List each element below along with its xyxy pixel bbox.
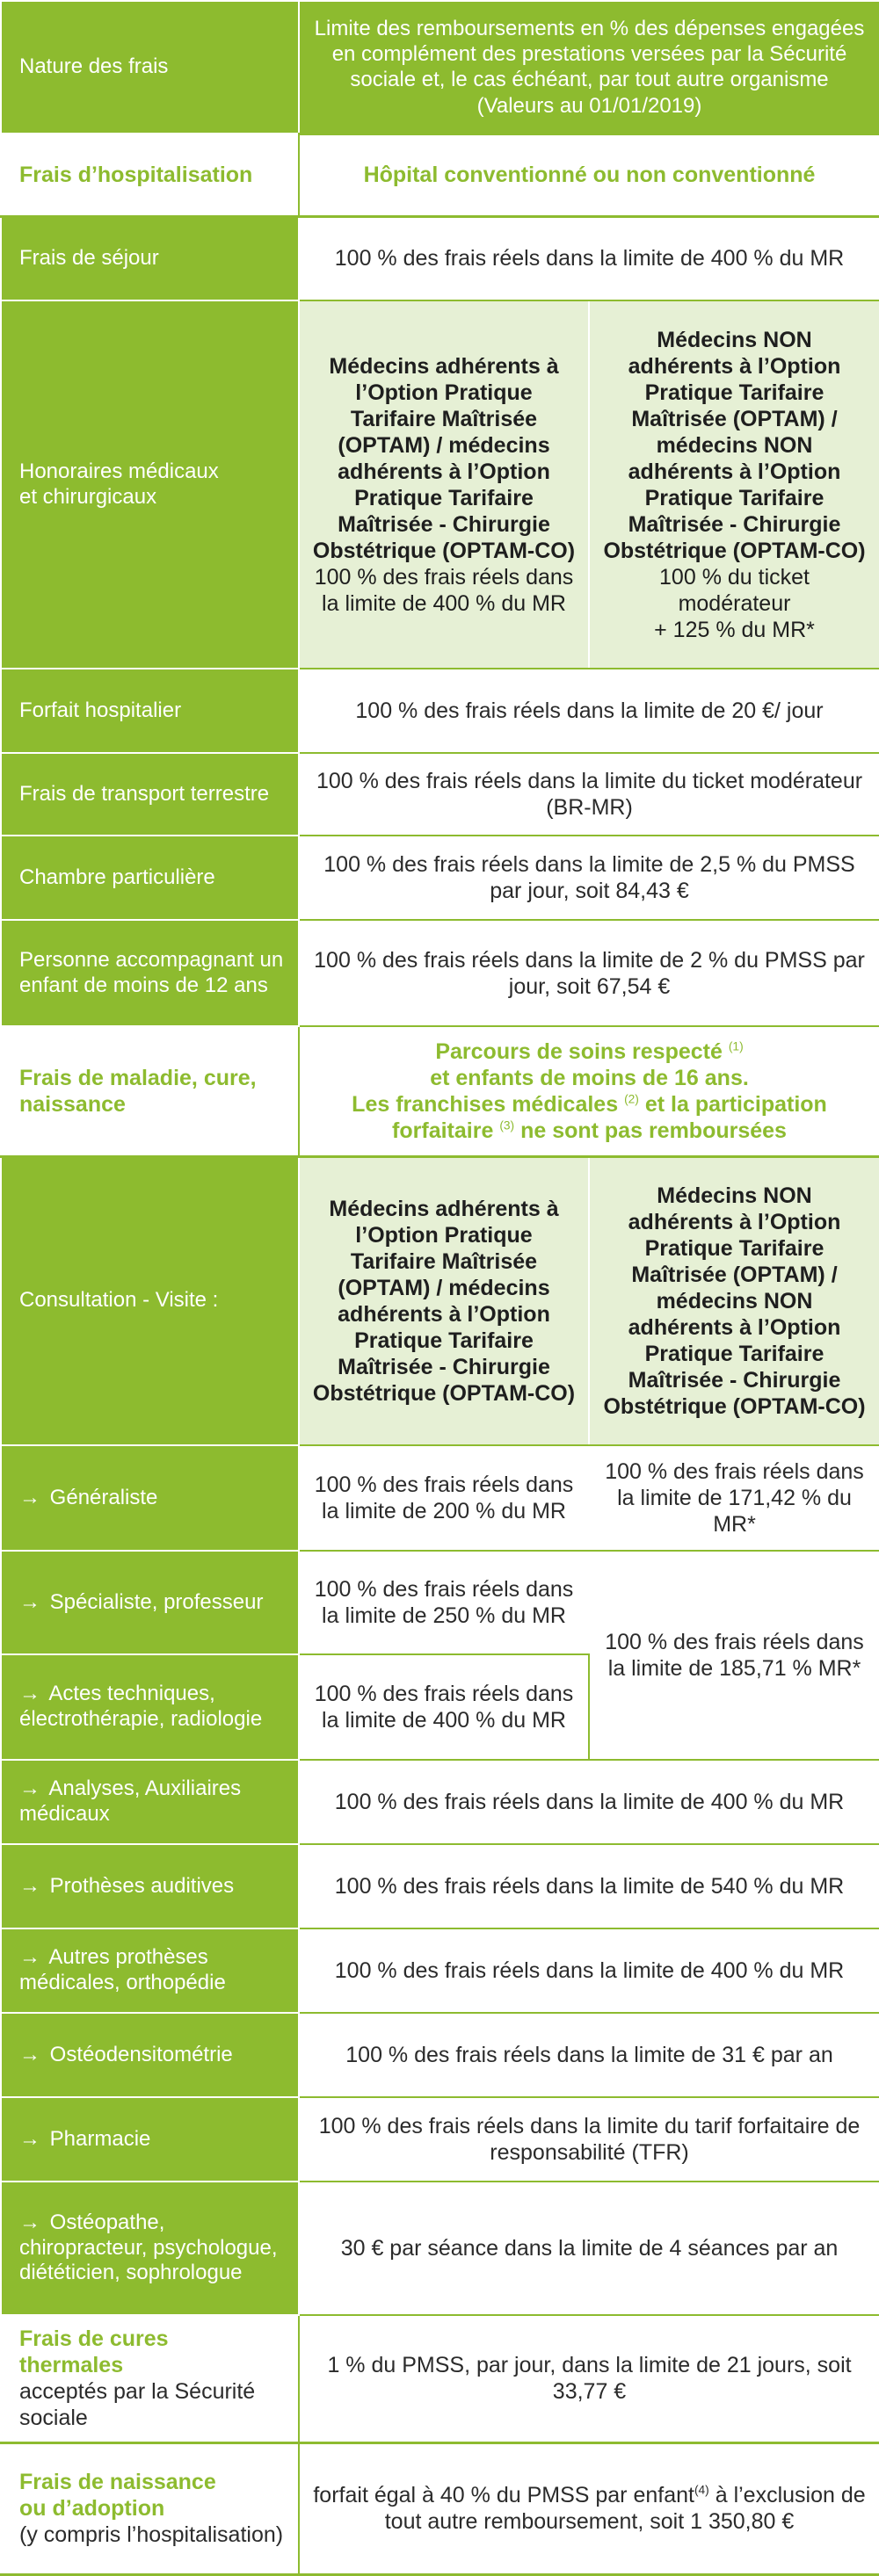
optam-cell [299,300,589,669]
row-label: Frais de transport terrestre [1,753,299,836]
row-value: 1 % du PMSS, par jour, dans la limite de 21 jours, soit 33,77 € [299,2315,879,2442]
table-row [1,2097,879,2182]
table-row [1,216,879,300]
label-text: (y compris l’hospitalisation) [19,2522,284,2547]
row-label: Personne accompagnant un enfant de moins de 12 ans [1,920,299,1026]
table-row [1,2442,879,2574]
row-value: 100 % des frais réels dans la limite de 400 % du MR [299,1928,879,2013]
optam-value: 100 % des frais réels dans la limite de 400 % du MR [299,1654,589,1760]
row-value: 100 % des frais réels dans la limite de 540 % du MR [299,1844,879,1928]
label-text: Analyses, Auxiliaires médicaux [19,1776,242,1826]
footnote-ref: (1) [728,1039,744,1053]
row-label: Chambre particulière [1,836,299,920]
arrow-icon: → [19,1589,40,1614]
table-row [1,1551,879,1654]
label-text: Prothèses auditives [49,1873,235,1898]
row-label [1,1928,299,2013]
section-title: Frais d’hospitalisation [1,134,299,216]
header-nature: Nature des frais [1,1,299,134]
subtitle-text: et la participation [644,1091,827,1117]
row-value: 100 % des frais réels dans la limite de 400 % du MR [299,216,879,300]
row-value [299,2442,879,2574]
table-row [1,753,879,836]
table-row [1,1760,879,1844]
table-row [1,2182,879,2315]
table-row [1,1928,879,2013]
section-subtitle: Hôpital conventionné ou non conventionné [299,134,879,216]
row-label [1,300,299,669]
arrow-icon: → [19,1873,40,1898]
label-line: Honoraires médicaux [19,459,219,483]
optam-title: Médecins adhérents à l’Option Pratique Tarifaire Maîtrisée (OPTAM) / médecins adhérents à l’Option Pratique Tarifaire Maîtrisée - Chirurgie Obstétrique (OPTAM-CO) [312,353,576,563]
row-label [1,1760,299,1844]
row-value: 100 % des frais réels dans la limite du tarif forfaitaire de responsabilité (TFR) [299,2097,879,2182]
label-text: Actes techniques, électrothérapie, radiologie [19,1682,263,1731]
value-text: à l’exclusion de tout autre remboursement, soit 1 350,80 € [384,2483,866,2534]
table-row [1,2013,879,2097]
header-row [1,1,879,134]
row-value: 100 % des frais réels dans la limite de 400 % du MR [299,1760,879,1844]
label-title: Frais de cures [19,2326,169,2352]
label-text: Ostéodensitométrie [49,2042,233,2066]
footnote-ref: (4) [694,2483,709,2497]
subtitle-text: ne sont pas remboursées [520,1118,787,1143]
table-row [1,1844,879,1928]
optam-cell: Médecins adhérents à l’Option Pratique Tarifaire Maîtrisée (OPTAM) / médecins adhérents à l’Option Pratique Tarifaire Maîtrisée - Chirurgie Obstétrique (OPTAM-CO) [299,1156,589,1445]
label-text: Spécialiste, professeur [49,1589,264,1614]
row-label [1,1445,299,1551]
row-label: Forfait hospitalier [1,669,299,753]
table-row [1,920,879,1026]
table-row [1,669,879,753]
non-optam-cell [589,300,879,669]
footnote-ref: (3) [499,1118,515,1132]
label-text: Ostéopathe, chiropracteur, psychologue, diététicien, sophrologue [19,2210,278,2285]
arrow-icon: → [19,1485,40,1509]
arrow-icon: → [19,1682,40,1706]
arrow-icon: → [19,1776,40,1801]
row-label [1,2013,299,2097]
non-optam-value: 100 % du ticket modérateur [659,564,810,616]
non-optam-cell: Médecins NON adhérents à l’Option Pratique Tarifaire Maîtrisée (OPTAM) / médecins NON adhérents à l’Option Pratique Tarifaire Maîtrisée - Chirurgie Obstétrique (OPTAM-CO) [589,1156,879,1445]
subtitle-text: forfaitaire [392,1118,494,1143]
arrow-icon: → [19,2210,40,2234]
optam-value: 100 % des frais réels dans la limite de 200 % du MR [299,1445,589,1551]
label-text: acceptés par la Sécurité sociale [19,2379,256,2431]
row-label [1,2182,299,2315]
table-row [1,2315,879,2442]
row-value: 100 % des frais réels dans la limite de 2 % du PMSS par jour, soit 67,54 € [299,920,879,1026]
row-label [1,2097,299,2182]
arrow-icon: → [19,1945,40,1970]
non-optam-value-extra: + 125 % du MR* [654,617,815,642]
subtitle-text: Les franchises médicales [352,1091,619,1117]
row-value: 100 % des frais réels dans la limite de 20 €/ jour [299,669,879,753]
row-value: 100 % des frais réels dans la limite du ticket modérateur (BR-MR) [299,753,879,836]
row-label [1,2315,299,2442]
non-optam-title: Médecins NON adhérents à l’Option Pratique Tarifaire Maîtrisée (OPTAM) / médecins NON adhérents à l’Option Pratique Tarifaire Maîtrisée - Chirurgie Obstétrique (OPTAM-CO) [603,327,866,563]
label-text: Autres prothèses médicales, orthopédie [19,1945,226,1994]
row-value: 100 % des frais réels dans la limite de 31 € par an [299,2013,879,2097]
subtitle-text: et enfants de moins de 16 ans. [430,1065,749,1090]
row-label: Consultation - Visite : [1,1156,299,1445]
row-label [1,1844,299,1928]
arrow-icon: → [19,2126,40,2151]
non-optam-value: 100 % des frais réels dans la limite de 171,42 % du MR* [589,1445,879,1551]
optam-value: 100 % des frais réels dans la limite de 250 % du MR [299,1551,589,1654]
header-limit: Limite des remboursements en % des dépenses engagées en complément des prestations versées par la Sécurité sociale et, le cas échéant, par tout autre organisme (Valeurs au 01/01/2019) [299,1,879,134]
section-subtitle [299,1026,879,1156]
table-row [1,836,879,920]
table-row [1,1156,879,1445]
label-text: Généraliste [49,1485,158,1509]
row-label: Frais de séjour [1,216,299,300]
non-optam-value: 100 % des frais réels dans la limite de 185,71 % MR* [589,1551,879,1760]
table-row [1,300,879,669]
row-label [1,1551,299,1654]
label-title: thermales [19,2353,124,2378]
label-title: Frais de naissance [19,2470,216,2494]
subtitle-text: Parcours de soins respecté [435,1038,723,1064]
section-hospitalisation [1,134,879,216]
optam-value: 100 % des frais réels dans la limite de 400 % du MR [314,564,574,616]
row-value: 30 € par séance dans la limite de 4 séances par an [299,2182,879,2315]
table-row [1,1445,879,1551]
section-title: Frais de maladie, cure, naissance [1,1026,299,1156]
value-text: forfait égal à 40 % du PMSS par enfant [313,2483,694,2507]
row-value: 100 % des frais réels dans la limite de 2,5 % du PMSS par jour, soit 84,43 € [299,836,879,920]
footnote-ref: (2) [624,1092,639,1106]
row-label [1,1654,299,1760]
label-line: et chirurgicaux [19,484,157,509]
section-maladie [1,1026,879,1156]
label-title: ou d’adoption [19,2496,165,2521]
arrow-icon: → [19,2042,40,2066]
label-text: Pharmacie [49,2126,151,2151]
row-label [1,2442,299,2574]
